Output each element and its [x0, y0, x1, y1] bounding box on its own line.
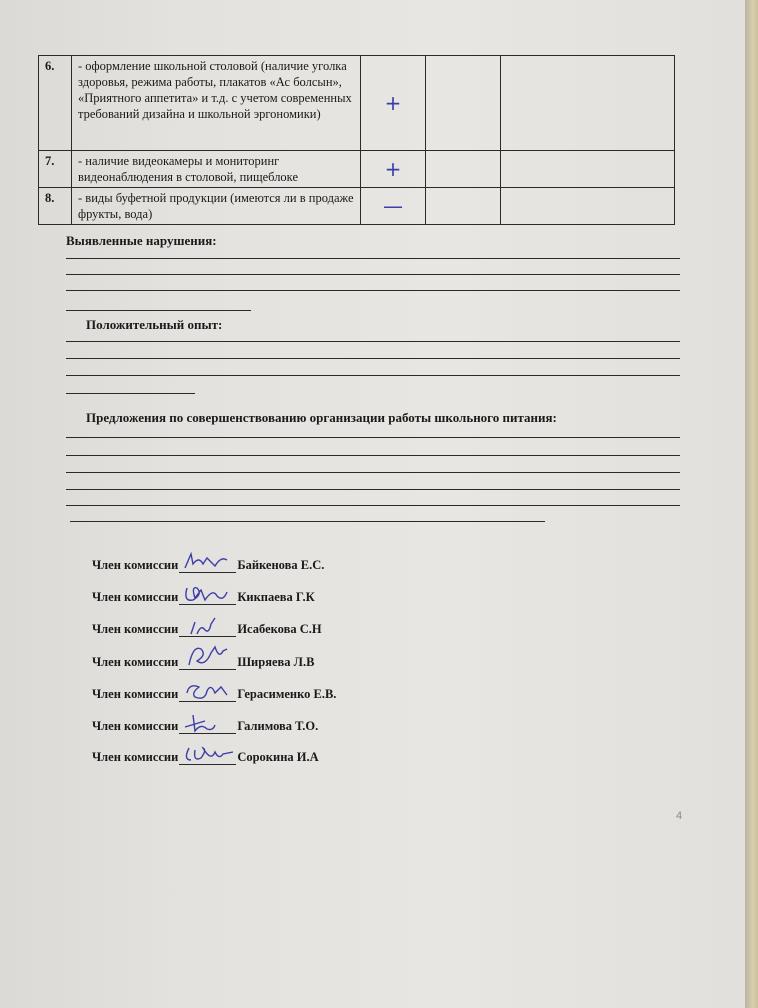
- signature-role: Член комиссии: [92, 558, 179, 572]
- answer-line: [66, 375, 680, 376]
- row-criterion: - виды буфетной продукции (имеются ли в продаже фрукты, вода): [72, 188, 361, 225]
- inspection-table: [38, 55, 675, 225]
- row-mark-plus: +: [361, 56, 426, 151]
- empty-cell: [426, 188, 501, 225]
- answer-line: [66, 505, 680, 506]
- answer-line: [66, 290, 680, 291]
- signature-role: Член комиссии: [92, 687, 179, 701]
- answer-line: [66, 472, 680, 473]
- empty-cell: [501, 56, 675, 151]
- row-number: 6.: [39, 56, 72, 151]
- answer-line: [66, 341, 680, 342]
- answer-line: [66, 437, 680, 438]
- answer-line: [70, 521, 545, 522]
- row-criterion: - наличие видеокамеры и мониторинг видеонаблюдения в столовой, пищеблоке: [72, 151, 361, 188]
- signature-line: [179, 590, 236, 605]
- empty-cell: [426, 56, 501, 151]
- member-name: Ширяева Л.В: [237, 655, 315, 669]
- answer-line: [66, 258, 680, 259]
- answer-line: [66, 358, 680, 359]
- page-number: 4: [676, 810, 683, 822]
- violations-heading: Выявленные нарушения:: [66, 233, 217, 248]
- signature-row: [92, 719, 318, 734]
- answer-line: [66, 310, 251, 311]
- handwritten-signature: [181, 713, 231, 735]
- signature-row: [92, 750, 319, 765]
- signature-role: Член комиссии: [92, 655, 179, 669]
- signature-role: Член комиссии: [92, 622, 179, 636]
- answer-line: [66, 489, 680, 490]
- table-row: [39, 56, 675, 151]
- member-name: Галимова Т.О.: [237, 719, 319, 733]
- signature-line: [179, 655, 236, 670]
- row-mark-minus: —: [361, 188, 426, 225]
- signature-line: [179, 719, 236, 734]
- signature-line: [179, 687, 236, 702]
- table-row: [39, 188, 675, 225]
- signature-line: [179, 622, 236, 637]
- signature-line: [179, 750, 236, 765]
- handwritten-signature: [181, 744, 236, 766]
- row-number: 8.: [39, 188, 72, 225]
- answer-line: [66, 455, 680, 456]
- empty-cell: [501, 188, 675, 225]
- member-name: Герасименко Е.В.: [237, 687, 337, 701]
- signature-line: [179, 558, 236, 573]
- member-name: Байкенова Е.С.: [237, 558, 325, 572]
- member-name: Сорокина И.А: [237, 750, 319, 764]
- member-name: Исабекова С.Н: [237, 622, 322, 636]
- signature-role: Член комиссии: [92, 719, 179, 733]
- page-edge: [745, 0, 758, 1008]
- table-row: [39, 151, 675, 188]
- answer-line: [66, 274, 680, 275]
- signature-row: [92, 687, 336, 702]
- answer-line: [66, 393, 195, 394]
- row-mark-plus: +: [361, 151, 426, 188]
- proposals-heading: Предложения по совершенствованию организации работы школьного питания:: [86, 410, 557, 425]
- signature-role: Член комиссии: [92, 750, 179, 764]
- row-number: 7.: [39, 151, 72, 188]
- handwritten-signature: [181, 584, 231, 606]
- row-criterion: - оформление школьной столовой (наличие уголка здоровья, режима работы, плакатов «Ас болсын», «Приятного аппетита» и т.д. с учетом современных требований дизайна и школьной эргономики): [72, 56, 361, 151]
- member-name: Кикпаева Г.К: [237, 590, 315, 604]
- signature-row: [92, 590, 315, 605]
- signature-row: [92, 622, 322, 637]
- handwritten-signature: [181, 645, 231, 671]
- handwritten-signature: [181, 681, 231, 703]
- empty-cell: [501, 151, 675, 188]
- signature-row: [92, 655, 314, 670]
- signature-row: [92, 558, 324, 573]
- positive-heading: Положительный опыт:: [86, 317, 223, 332]
- handwritten-signature: [181, 552, 231, 574]
- handwritten-signature: [181, 616, 231, 638]
- empty-cell: [426, 151, 501, 188]
- signature-role: Член комиссии: [92, 590, 179, 604]
